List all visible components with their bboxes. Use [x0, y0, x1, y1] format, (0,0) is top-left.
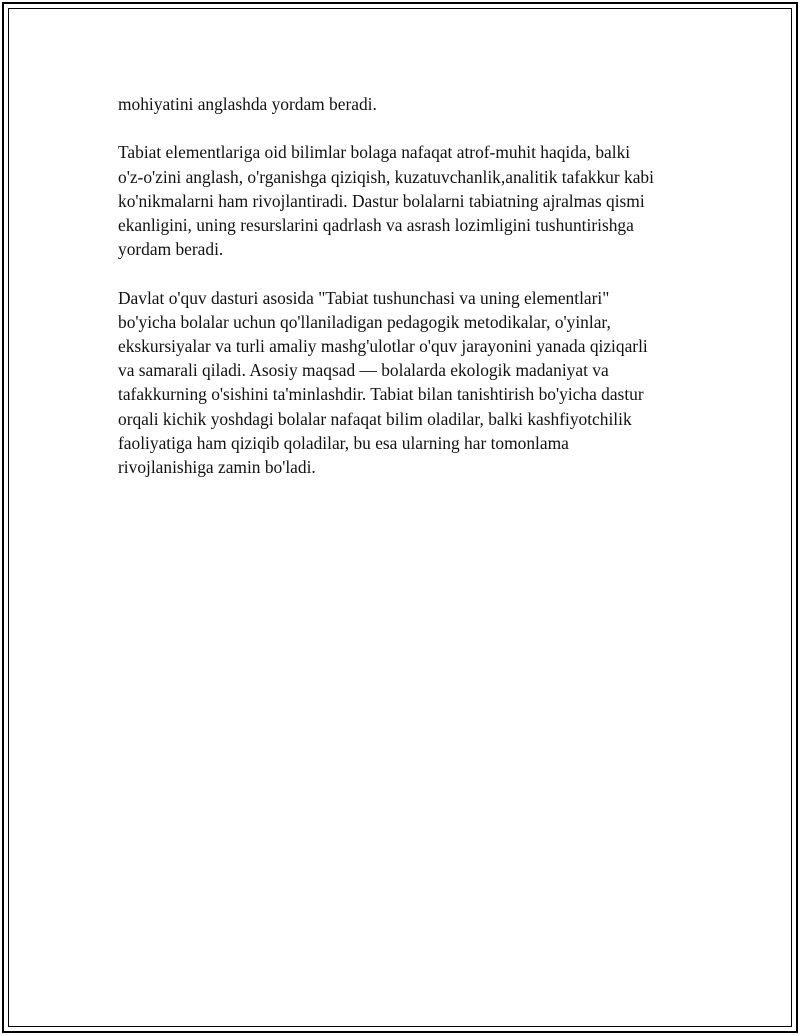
- text-line: tafakkurning o'sishini ta'minlashdir. Tabiat bilan tanishtirish bo'yicha dastur: [118, 384, 644, 405]
- paragraph-2: [118, 140, 698, 261]
- page-body: [118, 92, 698, 503]
- text-line: rivojlanishiga zamin bo'ladi.: [118, 457, 316, 478]
- text-line: Tabiat elementlariga oid bilimlar bolaga nafaqat atrof-muhit haqida, balki: [118, 142, 631, 163]
- text-line: faoliyatiga ham qiziqib qoladilar, bu esa ularning har tomonlama: [118, 432, 569, 453]
- text-line: yordam beradi.: [118, 239, 224, 260]
- text-line: ko'nikmalarni ham rivojlantiradi. Dastur bolalarni tabiatning ajralmas qismi: [118, 190, 645, 211]
- paragraph-1: [118, 92, 698, 116]
- text-line: ekskursiyalar va turli amaliy mashg'ulotlar o'quv jarayonini yanada qiziqarli: [118, 336, 648, 356]
- text-line: ekanligini, uning resurslarini qadrlash va asrash lozimligini tushuntirishga: [118, 215, 634, 235]
- text-line: o'z-o'zini anglash, o'rganishga qiziqish, kuzatuvchanlik,analitik tafakkur kabi: [118, 166, 654, 187]
- text-line: va samarali qiladi. Asosiy maqsad — bolalarda ekologik madaniyat va: [118, 360, 609, 381]
- text-line: Davlat o'quv dasturi asosida "Tabiat tushunchasi va uning elementlari": [118, 287, 610, 308]
- text-line: mohiyatini anglashda yordam beradi.: [118, 94, 377, 114]
- text-line: bo'yicha bolalar uchun qo'llaniladigan pedagogik metodikalar, o'yinlar,: [118, 311, 611, 332]
- text-line: orqali kichik yoshdagi bolalar nafaqat bilim oladilar, balki kashfiyotchilik: [118, 408, 632, 429]
- paragraph-3: [118, 286, 698, 480]
